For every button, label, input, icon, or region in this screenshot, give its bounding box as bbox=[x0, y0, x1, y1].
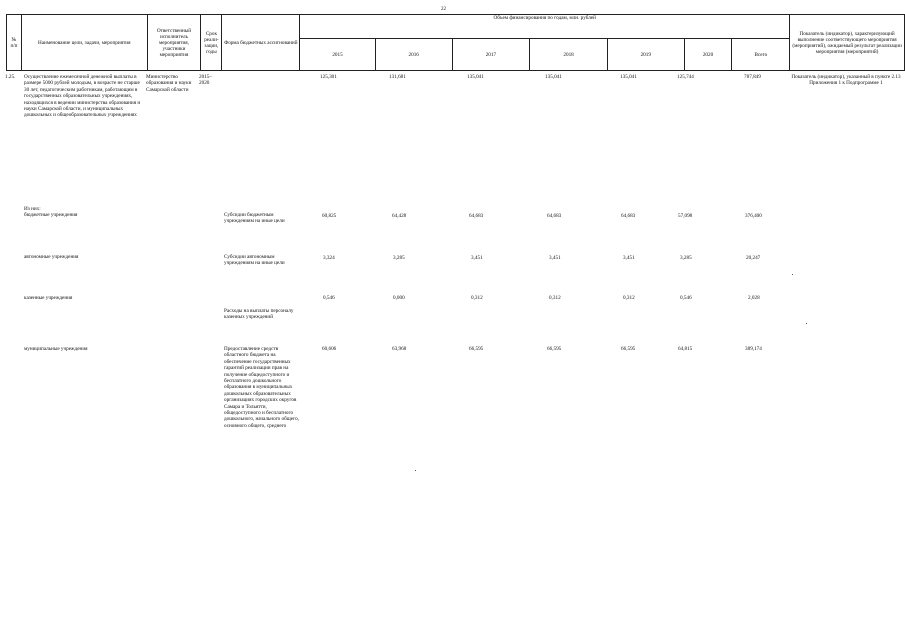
subrow-municipal-2019: 66,595 bbox=[621, 346, 636, 352]
subrow-treasury-2015: 0,546 bbox=[323, 295, 335, 301]
row-executor: Министерство образования и науки Самарской области bbox=[146, 74, 192, 93]
subrow-autonomous-2017: 3,451 bbox=[471, 255, 483, 261]
subrow-municipal-2016: 63,968 bbox=[392, 346, 407, 352]
subrow-treasury-2018: 0,312 bbox=[549, 295, 561, 301]
subrow-municipal-2020: 64,815 bbox=[678, 346, 693, 352]
subrow-municipal-2018: 66,595 bbox=[547, 346, 562, 352]
subrow-autonomous-2019: 3,451 bbox=[623, 255, 635, 261]
scan-speck bbox=[415, 470, 416, 471]
col-form-header: Форма бюджетных ассигнований bbox=[222, 15, 300, 71]
row-value-total: 787,849 bbox=[744, 74, 761, 80]
total-header: Всего bbox=[732, 39, 790, 71]
col-name-header: Наименование цели, задачи, мероприятия bbox=[21, 15, 147, 71]
subrow-budget-2015: 60,825 bbox=[322, 213, 337, 219]
col-volume-header: Объем финансирования по годам, млн. рублей bbox=[300, 15, 790, 39]
year-2019-header: 2019 bbox=[607, 39, 684, 71]
subrow-treasury-total: 2,028 bbox=[748, 295, 760, 301]
subrow-autonomous-2020: 3,285 bbox=[680, 255, 692, 261]
subrow-municipal-total: 389,174 bbox=[745, 346, 762, 352]
subrow-budget-2016: 64,428 bbox=[392, 213, 407, 219]
subrow-municipal-name: муниципальные учреждения bbox=[24, 346, 88, 352]
subrow-budget-2019: 64,683 bbox=[621, 213, 636, 219]
row-value-2020: 125,744 bbox=[677, 74, 694, 80]
subrow-autonomous-2016: 3,285 bbox=[393, 255, 405, 261]
subrow-budget-form: Субсидии бюджетным учреждениям на иные цели bbox=[224, 212, 285, 225]
row-number: 1.25. bbox=[5, 74, 16, 80]
subrow-autonomous-total: 20,247 bbox=[746, 255, 761, 261]
row-value-2016: 131,681 bbox=[389, 74, 406, 80]
col-indicator-header: Показатель (индикатор), характеризующий выполнение соответствующего мероприятия (мероприятий), ожидаемый результат реализации мероприятия (мероприятий) bbox=[790, 15, 905, 71]
subrow-treasury-2019: 0,312 bbox=[623, 295, 635, 301]
subrow-budget-2018: 64,683 bbox=[547, 213, 562, 219]
row-indicator: Показатель (индикатор), указанный в пункте 2.13 Приложения 1 к Подпрограмме 1 bbox=[791, 74, 901, 87]
col-term-header: Срок реали-зации, годы bbox=[201, 15, 222, 71]
subrow-treasury-form: Расходы на выплаты персоналу казенных учреждений bbox=[224, 308, 294, 321]
subrow-autonomous-2018: 3,451 bbox=[549, 255, 561, 261]
year-2018-header: 2018 bbox=[530, 39, 608, 71]
scan-speck bbox=[806, 323, 807, 324]
subrow-budget-total: 376,400 bbox=[745, 213, 762, 219]
of-them-label: Из них: bbox=[24, 206, 41, 212]
subrow-treasury-name: казенные учреждения bbox=[24, 295, 73, 301]
row-value-2015: 125,301 bbox=[320, 74, 337, 80]
page-number: 22 bbox=[441, 7, 446, 12]
subrow-budget-2020: 57,098 bbox=[678, 213, 693, 219]
header-table bbox=[6, 14, 905, 71]
subrow-autonomous-form: Субсидии автономным учреждениям на иные цели bbox=[224, 254, 285, 267]
subrow-autonomous-name: автономные учреждения bbox=[24, 254, 79, 260]
row-term: 2015–2020 bbox=[199, 74, 212, 87]
year-2020-header: 2020 bbox=[684, 39, 732, 71]
subrow-treasury-2017: 0,312 bbox=[471, 295, 483, 301]
row-value-2018: 135,041 bbox=[545, 74, 562, 80]
year-2017-header: 2017 bbox=[452, 39, 530, 71]
year-2016-header: 2016 bbox=[375, 39, 452, 71]
subrow-treasury-2016: 0,000 bbox=[393, 295, 405, 301]
subrow-treasury-2020: 0,546 bbox=[680, 295, 692, 301]
subrow-budget-2017: 64,683 bbox=[469, 213, 484, 219]
subrow-municipal-form: Предоставление средств областного бюджета на обеспечение государственных гарантий реализации прав на получение общедоступного и бесплатного дошкольного образования в муниципальных дошкольных образовательных организациях городских округов Самара и Тольятти, общедоступного и бесплатного дошкольного, начального общего, основного общего, среднего bbox=[224, 346, 299, 429]
row-value-2019: 135,041 bbox=[620, 74, 637, 80]
row-name: Осуществление ежемесячной денежной выплаты в размере 5000 рублей молодым, в возрасте не старше 30 лет, педагогическим работникам, работающим в государственных образовательных учреждениях, находящихся в ведении министерства образования и науки Самарской области, и муниципальных дошкольных и общеобразовательных учреждениях bbox=[24, 74, 141, 119]
col-executor-header: Ответственный исполнитель мероприятия, участники мероприятия bbox=[147, 15, 201, 71]
year-2015-header: 2015 bbox=[300, 39, 376, 71]
col-num-header: № п/п bbox=[7, 15, 22, 71]
subrow-municipal-2017: 66,595 bbox=[469, 346, 484, 352]
subrow-autonomous-2015: 3,324 bbox=[323, 255, 335, 261]
row-value-2017: 135,041 bbox=[467, 74, 484, 80]
subrow-budget-name: бюджетные учреждения bbox=[24, 212, 78, 218]
subrow-municipal-2015: 60,606 bbox=[322, 346, 337, 352]
scan-speck bbox=[792, 274, 793, 275]
